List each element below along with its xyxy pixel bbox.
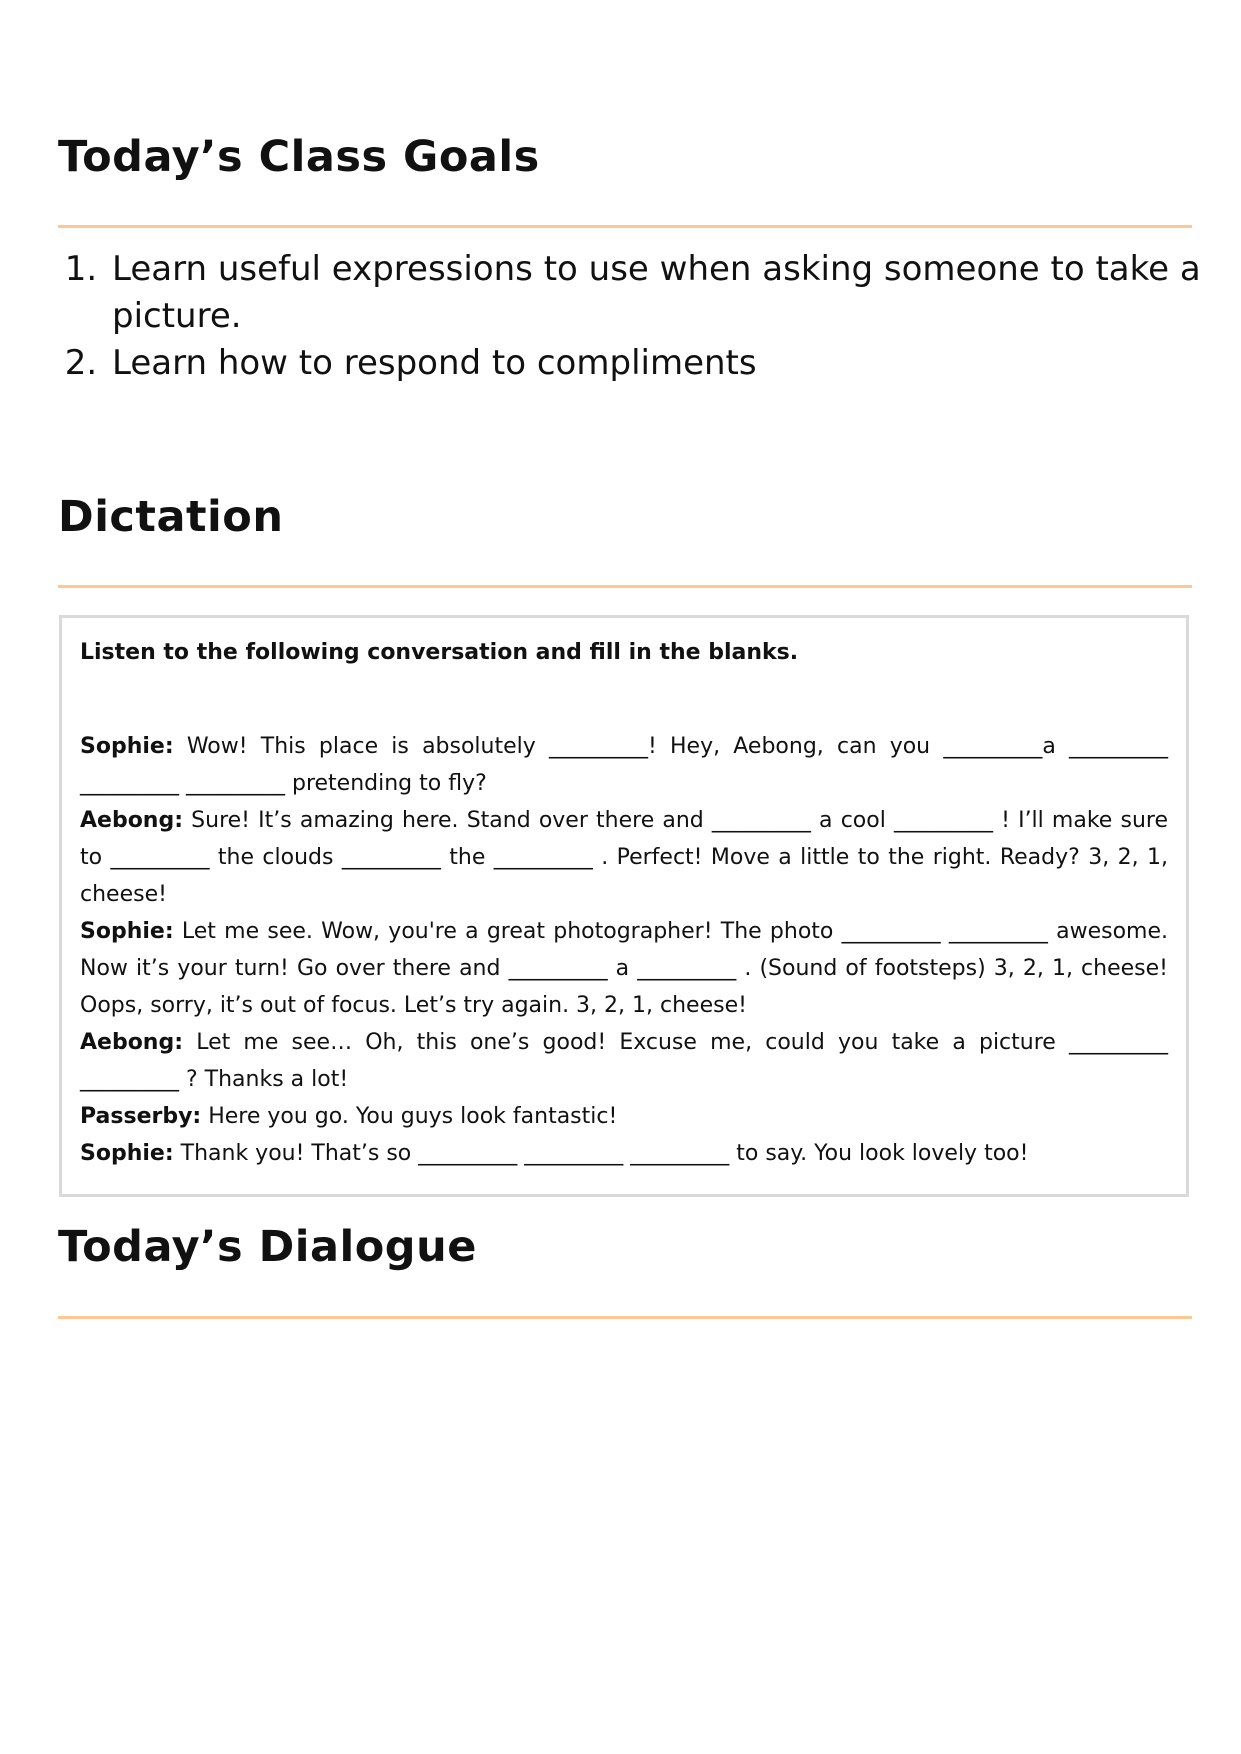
line-text: Sure! It’s amazing here. Stand over there and _________ a cool _________ ! I’ll make sure to _________ the clouds _________ the _________ . Perfect! Move a little to the right. Ready? 3, 2, 1, cheese! — [80, 808, 1168, 907]
divider — [58, 225, 1192, 228]
dialogue-line — [80, 802, 1168, 913]
line-text: Let me see… Oh, this one’s good! Excuse me, could you take a picture _________ _________ ? Thanks a lot! — [80, 1030, 1168, 1092]
goal-item: 1. Learn useful expressions to use when asking someone to take a picture. — [108, 246, 1241, 340]
speaker-name: Sophie: — [80, 1141, 174, 1166]
line-text: Thank you! That’s so _________ _________ _________ to say. You look lovely too! — [173, 1141, 1029, 1166]
dictation-heading: Dictation — [58, 492, 284, 542]
divider — [58, 585, 1192, 588]
goals-list — [58, 246, 1241, 387]
dialogue-line — [80, 1024, 1168, 1098]
divider — [58, 1316, 1192, 1319]
speaker-name: Aebong: — [80, 808, 184, 833]
speaker-name: Aebong: — [80, 1030, 184, 1055]
speaker-name: Passerby: — [80, 1104, 202, 1129]
goal-item: 2. Learn how to respond to compliments — [108, 340, 1241, 387]
dictation-box — [59, 615, 1189, 1197]
line-text: Let me see. Wow, you're a great photographer! The photo _________ _________ awesome. Now it’s your turn! Go over there and _________ a _________ . (Sound of footsteps) 3, 2, 1, cheese! Oops, sorry, it’s out of focus. Let’s try again. 3, 2, 1, cheese! — [80, 919, 1168, 1018]
speaker-name: Sophie: — [80, 734, 174, 759]
dialogue-line — [80, 728, 1168, 802]
dictation-instruction: Listen to the following conversation and fill in the blanks. — [80, 640, 799, 665]
dialogue-heading: Today’s Dialogue — [58, 1222, 477, 1272]
speaker-name: Sophie: — [80, 919, 174, 944]
dialogue-line — [80, 1135, 1168, 1172]
dialogue-line — [80, 1098, 1168, 1135]
line-text: Wow! This place is absolutely _________! Hey, Aebong, can you _________a _________ _________ _________ pretending to fly? — [80, 734, 1168, 796]
class-goals-heading: Today’s Class Goals — [58, 132, 540, 182]
dialogue-line — [80, 913, 1168, 1024]
line-text: Here you go. You guys look fantastic! — [201, 1104, 618, 1129]
